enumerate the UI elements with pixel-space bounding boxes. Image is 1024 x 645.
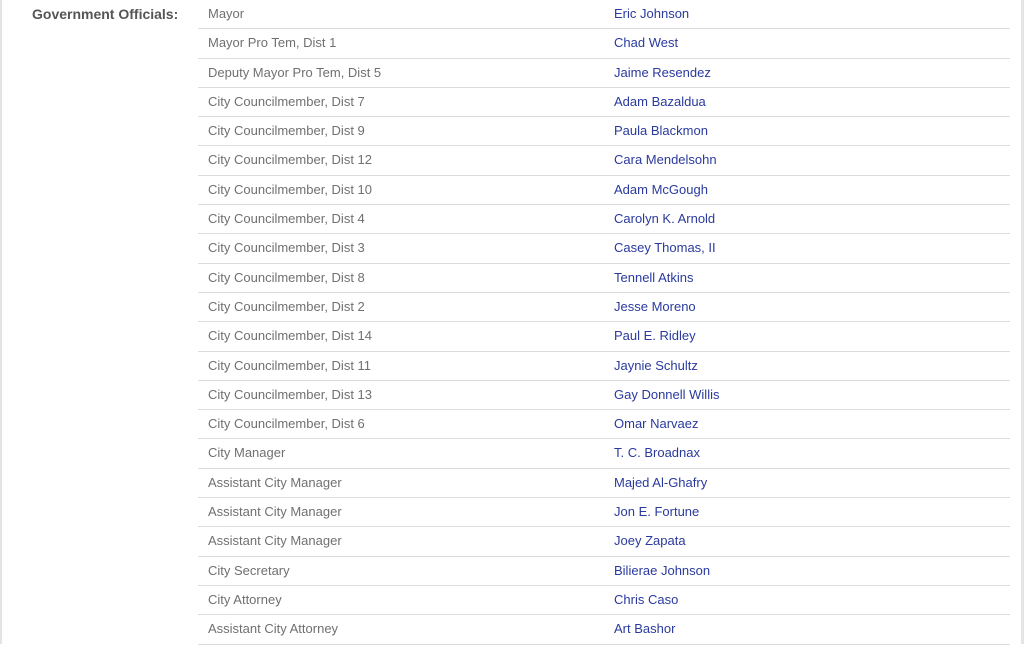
table-row [198,0,1010,29]
table-row [198,59,1010,88]
official-name-link[interactable]: Jesse Moreno [614,298,696,314]
official-name-link[interactable]: Chris Caso [614,591,679,607]
official-name-link[interactable]: Chad West [614,35,679,51]
official-name-link[interactable]: Jaynie Schultz [614,357,698,373]
table-row [198,293,1010,322]
section-label: Government Officials: [32,6,179,22]
table-row [198,381,1010,410]
official-title: City Attorney [208,591,282,607]
table-row [198,410,1010,439]
official-title: City Councilmember, Dist 13 [208,386,372,402]
official-title: City Councilmember, Dist 3 [208,240,365,256]
table-row [198,29,1010,58]
official-title: City Manager [208,445,286,461]
official-title: Assistant City Manager [208,474,342,490]
table-row [198,352,1010,381]
table-row [198,176,1010,205]
official-title: City Councilmember, Dist 11 [208,357,372,373]
table-row [198,615,1010,644]
official-title: City Councilmember, Dist 9 [208,123,365,139]
table-row [198,146,1010,175]
official-title: City Councilmember, Dist 7 [208,93,365,109]
official-name-link[interactable]: Bilierae Johnson [614,562,711,578]
official-name-link[interactable]: Carolyn K. Arnold [614,211,716,227]
table-row [198,498,1010,527]
official-title: Assistant City Manager [208,504,342,520]
official-name-link[interactable]: Gay Donnell Willis [614,386,720,402]
official-title: City Councilmember, Dist 10 [208,181,372,197]
table-row [198,88,1010,117]
official-name-link[interactable]: Jon E. Fortune [614,504,700,520]
table-row [198,322,1010,351]
table-row [198,586,1010,615]
official-title: Assistant City Manager [208,533,342,549]
table-row [198,439,1010,468]
table-row [198,117,1010,146]
table-row [198,205,1010,234]
official-title: City Councilmember, Dist 14 [208,328,372,344]
table-row [198,234,1010,263]
official-name-link[interactable]: Adam Bazaldua [614,93,706,109]
official-name-link[interactable]: Paula Blackmon [614,123,708,139]
official-title: Assistant City Attorney [208,621,339,637]
official-name-link[interactable]: Tennell Atkins [614,269,694,285]
official-name-link[interactable]: Casey Thomas, II [614,240,716,256]
table-row [198,557,1010,586]
official-name-link[interactable]: Eric Johnson [614,6,690,21]
official-name-link[interactable]: Joey Zapata [614,533,686,549]
officials-table [198,0,1010,645]
official-name-link[interactable]: T. C. Broadnax [614,445,700,461]
official-title: City Councilmember, Dist 4 [208,211,365,227]
official-title: City Councilmember, Dist 2 [208,298,365,314]
official-name-link[interactable]: Art Bashor [614,621,676,637]
official-title: Mayor [208,6,245,21]
official-name-link[interactable]: Cara Mendelsohn [614,152,717,168]
official-title: City Councilmember, Dist 6 [208,416,365,432]
official-name-link[interactable]: Omar Narvaez [614,416,699,432]
official-name-link[interactable]: Adam McGough [614,181,708,197]
table-row [198,264,1010,293]
table-row [198,469,1010,498]
official-title: Deputy Mayor Pro Tem, Dist 5 [208,64,382,80]
table-row [198,527,1010,556]
official-name-link[interactable]: Majed Al-Ghafry [614,474,708,490]
official-title: Mayor Pro Tem, Dist 1 [208,35,337,51]
official-name-link[interactable]: Paul E. Ridley [614,328,696,344]
official-title: City Councilmember, Dist 12 [208,152,372,168]
official-title: City Councilmember, Dist 8 [208,269,365,285]
official-name-link[interactable]: Jaime Resendez [614,64,711,80]
official-title: City Secretary [208,562,290,578]
